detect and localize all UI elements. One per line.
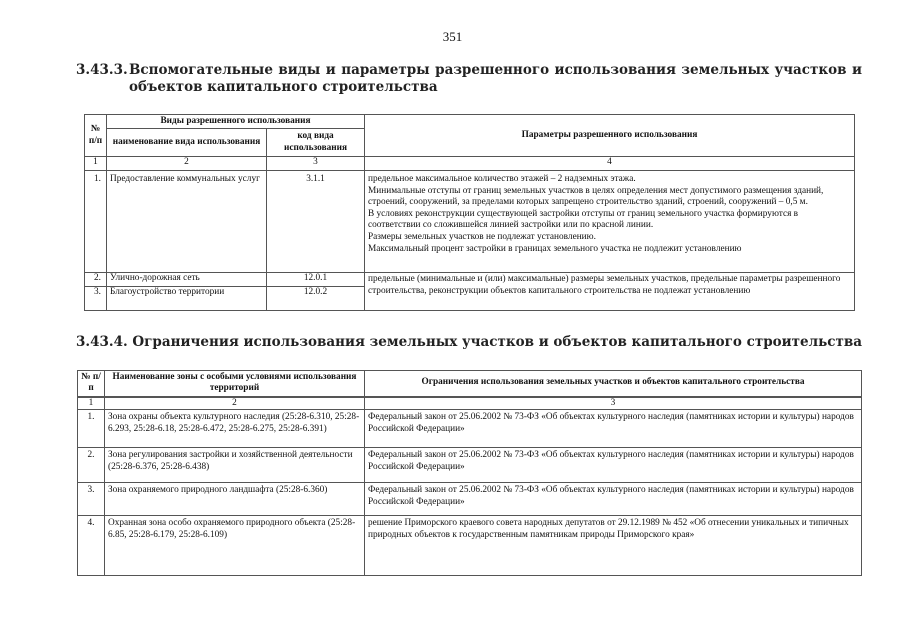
restriction: Федеральный закон от 25.06.2002 № 73-ФЗ «Об объектах культурного наследия (памятниках истории и культуры) народов Российской Федерации» xyxy=(365,410,862,448)
row-num: 4. xyxy=(78,516,105,576)
header-zone: Наименование зоны с особыми условиями использования территорий xyxy=(105,371,365,397)
header-use-name: наименование вида использования xyxy=(107,129,267,157)
use-code: 12.0.2 xyxy=(267,287,365,311)
index-row xyxy=(85,157,855,171)
index-cell: 4 xyxy=(365,157,855,171)
use-name: Благоустройство территории xyxy=(107,287,267,311)
table-row xyxy=(78,516,862,576)
section-title: Вспомогательные виды и параметры разрешенного использования земельных участков и объектов капитального строительства xyxy=(129,62,862,95)
params-line: Размеры земельных участков не подлежат установлению. xyxy=(368,231,596,242)
row-num: 3. xyxy=(85,287,107,311)
merged-params: предельные (минимальные и (или) максимальные) размеры земельных участков, предельные параметры разрешенного строительства, реконструкции объектов капитального строительства не подлежат установлению xyxy=(365,273,855,311)
header-num: № п/п xyxy=(85,115,107,157)
section-heading-3-43-3 xyxy=(76,62,862,96)
table-row xyxy=(78,448,862,483)
index-cell: 1 xyxy=(85,157,107,171)
index-cell: 2 xyxy=(105,397,365,410)
restriction: Федеральный закон от 25.06.2002 № 73-ФЗ «Об объектах культурного наследия (памятниках истории и культуры) народов Российской Федерации» xyxy=(365,448,862,483)
index-row xyxy=(78,397,862,410)
header-num: № п/п xyxy=(78,371,105,397)
row-num: 2. xyxy=(78,448,105,483)
index-cell: 2 xyxy=(107,157,267,171)
zone-name: Охранная зона особо охраняемого природного объекта (25:28-6.85, 25:28-6.179, 25:28-6.109) xyxy=(105,516,365,576)
index-cell: 3 xyxy=(267,157,365,171)
zone-name: Зона охраняемого природного ландшафта (25:28-6.360) xyxy=(105,483,365,516)
use-code: 12.0.1 xyxy=(267,273,365,287)
row-num: 1. xyxy=(85,171,107,273)
index-cell: 1 xyxy=(78,397,105,410)
section-number: 3.43.3. xyxy=(76,62,128,78)
header-use-code: код вида использования xyxy=(267,129,365,157)
index-cell: 3 xyxy=(365,397,862,410)
header-limits: Ограничения использования земельных участков и объектов капитального строительства xyxy=(365,371,862,397)
table-row xyxy=(78,483,862,516)
page-number: 351 xyxy=(442,29,463,44)
row-num: 1. xyxy=(78,410,105,448)
params-line: Минимальные отступы от границ земельных участков в целях определения мест допустимого размещения зданий, строений, сооружений, за пределами которых запрещено строительство зданий, строений, сооружений – 0,5 м. xyxy=(368,185,824,208)
use-name: Улично-дорожная сеть xyxy=(107,273,267,287)
zone-name: Зона регулирования застройки и хозяйственной деятельности (25:28-6.376, 25:28-6.438) xyxy=(105,448,365,483)
table-row xyxy=(85,171,855,273)
table-row xyxy=(85,273,855,287)
table-row xyxy=(78,410,862,448)
use-name: Предоставление коммунальных услуг xyxy=(107,171,267,273)
permitted-use-table xyxy=(84,114,855,311)
use-code: 3.1.1 xyxy=(267,171,365,273)
row-num: 2. xyxy=(85,273,107,287)
section-heading-3-43-4: 3.43.4. Ограничения использования земельных участков и объектов капитального строительства xyxy=(76,334,862,350)
restriction: Федеральный закон от 25.06.2002 № 73-ФЗ «Об объектах культурного наследия (памятниках истории и культуры) народов Российской Федерации» xyxy=(365,483,862,516)
header-use-types: Виды разрешенного использования xyxy=(107,115,365,129)
restriction: решение Приморского краевого совета народных депутатов от 29.12.1989 № 452 «Об отнесении уникальных и типичных природных объектов к государственным памятникам природы Приморского края» xyxy=(365,516,862,576)
params-line: В условиях реконструкции существующей застройки отступы от границ земельного участка формируются в соответствии со сложившейся линией застройки или по красной линии. xyxy=(368,208,799,231)
header-params: Параметры разрешенного использования xyxy=(365,115,855,157)
params-line: предельное максимальное количество этажей – 2 надземных этажа. xyxy=(368,174,636,184)
zone-name: Зона охраны объекта культурного наследия (25:28-6.310, 25:28-6.293, 25:28-6.18, 25:28-6.472, 25:28-6.275, 25:28-6.391) xyxy=(105,410,365,448)
restrictions-table xyxy=(77,370,862,576)
row-num: 3. xyxy=(78,483,105,516)
params-cell xyxy=(365,171,855,273)
params-line: Максимальный процент застройки в границах земельного участка не подлежит установлению xyxy=(368,243,742,254)
